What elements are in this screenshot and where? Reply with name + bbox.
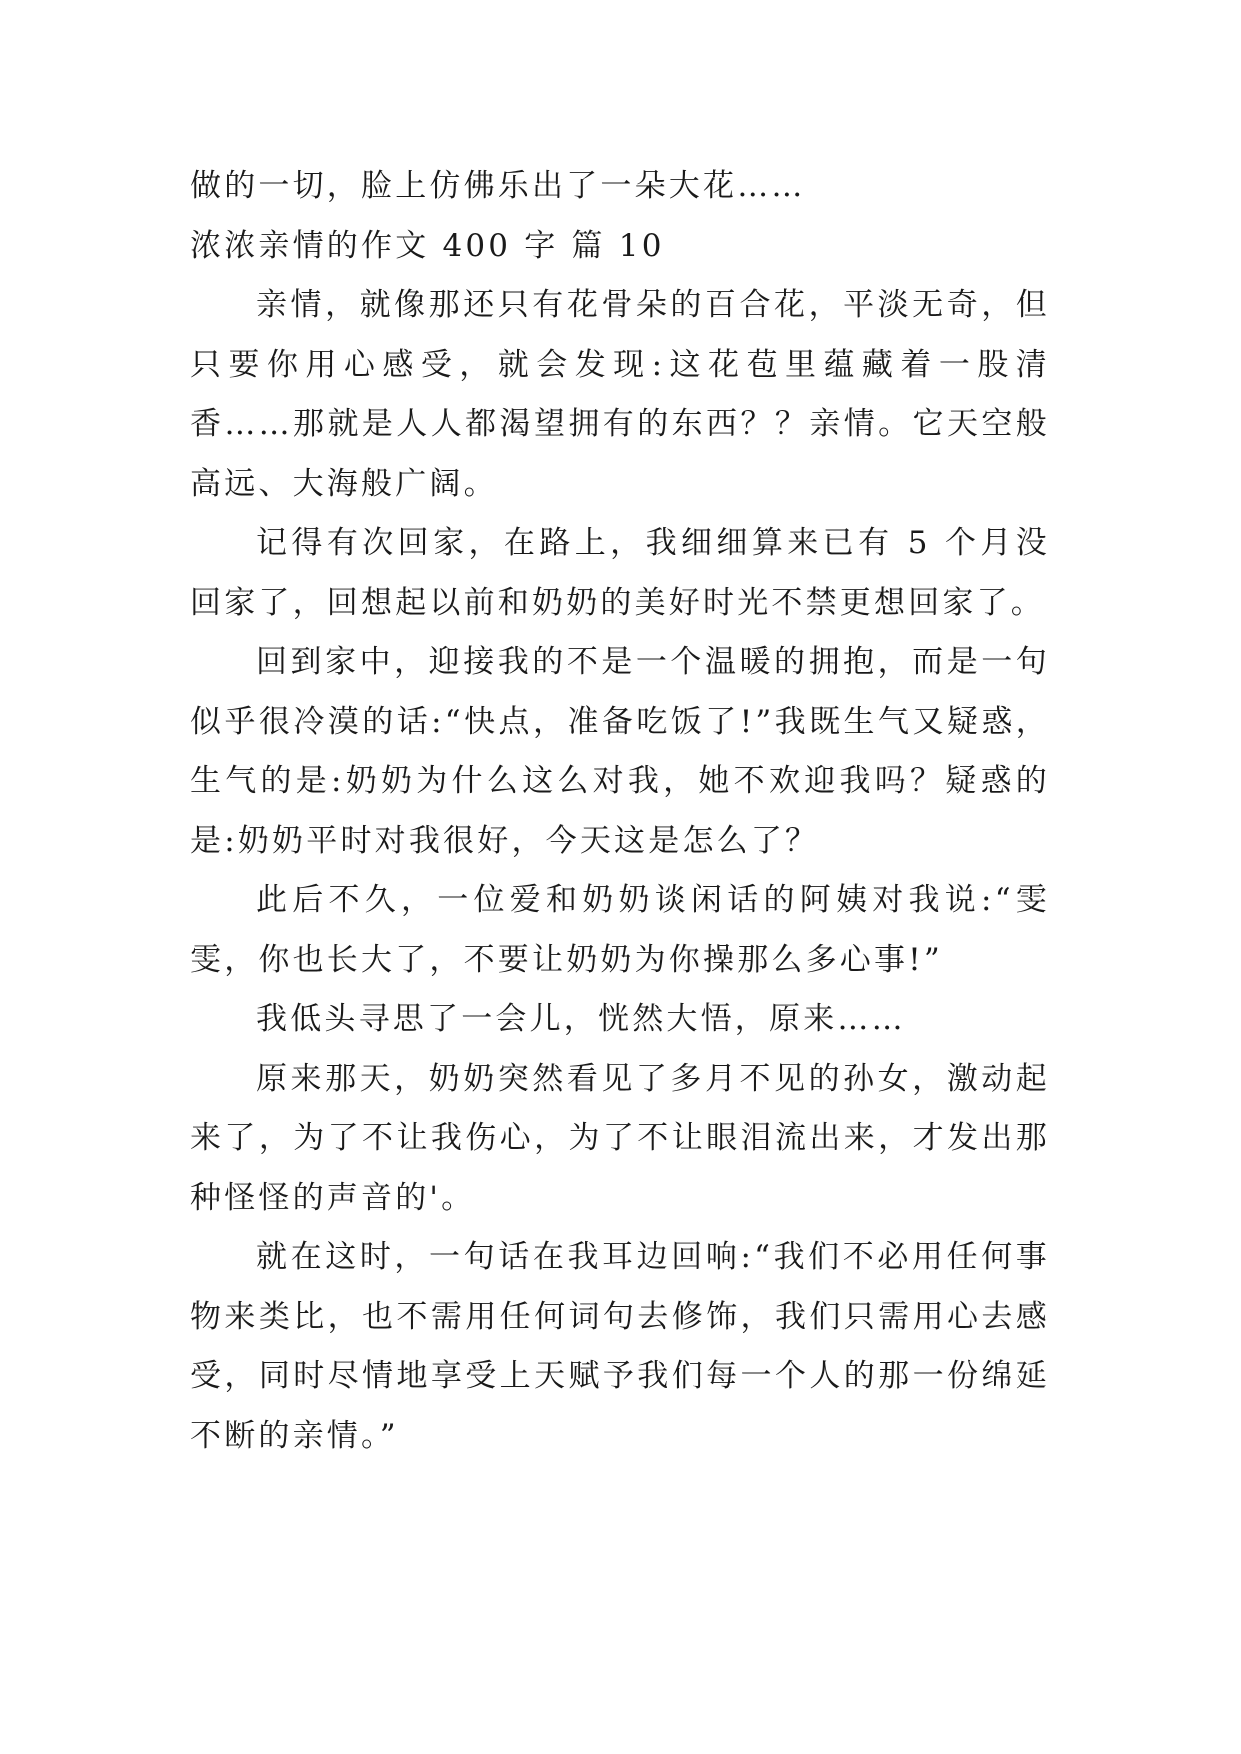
paragraph: 此后不久，一位爱和奶奶谈闲话的阿姨对我说:“雯雯，你也长大了，不要让奶奶为你操那么多心事!” <box>190 882 1050 978</box>
paragraph: 回到家中，迎接我的不是一个温暖的拥抱，而是一句似乎很冷漠的话:“快点，准备吃饭了!”我既生气又疑惑，生气的是:奶奶为什么这么对我，她不欢迎我吗？疑惑的是:奶奶平时对我很好，今天这是怎么了？ <box>190 644 1050 859</box>
document-body <box>190 157 1050 1466</box>
paragraph: 记得有次回家，在路上，我细细算来已有 5 个月没回家了，回想起以前和奶奶的美好时光不禁更想回家了。 <box>190 525 1050 621</box>
section-heading: 浓浓亲情的作文 400 字 篇 10 <box>190 227 665 264</box>
paragraph: 就在这时，一句话在我耳边回响:“我们不必用任何事物来类比，也不需用任何词句去修饰，我们只需用心去感受，同时尽情地享受上天赋予我们每一个人的那一份绵延不断的亲情。” <box>190 1239 1050 1454</box>
continuation-line: 做的一切，脸上仿佛乐出了一朵大花…… <box>190 168 806 204</box>
paragraph: 原来那天，奶奶突然看见了多月不见的孙女，激动起来了，为了不让我伤心，为了不让眼泪流出来，才发出那种怪怪的声音的'。 <box>190 1060 1050 1216</box>
paragraph: 我低头寻思了一会儿，恍然大悟，原来…… <box>256 1001 906 1037</box>
paragraph: 亲情，就像那还只有花骨朵的百合花，平淡无奇，但只要你用心感受，就会发现:这花苞里蕴藏着一股清香……那就是人人都渴望拥有的东西？？亲情。它天空般高远、大海般广阔。 <box>190 287 1050 502</box>
